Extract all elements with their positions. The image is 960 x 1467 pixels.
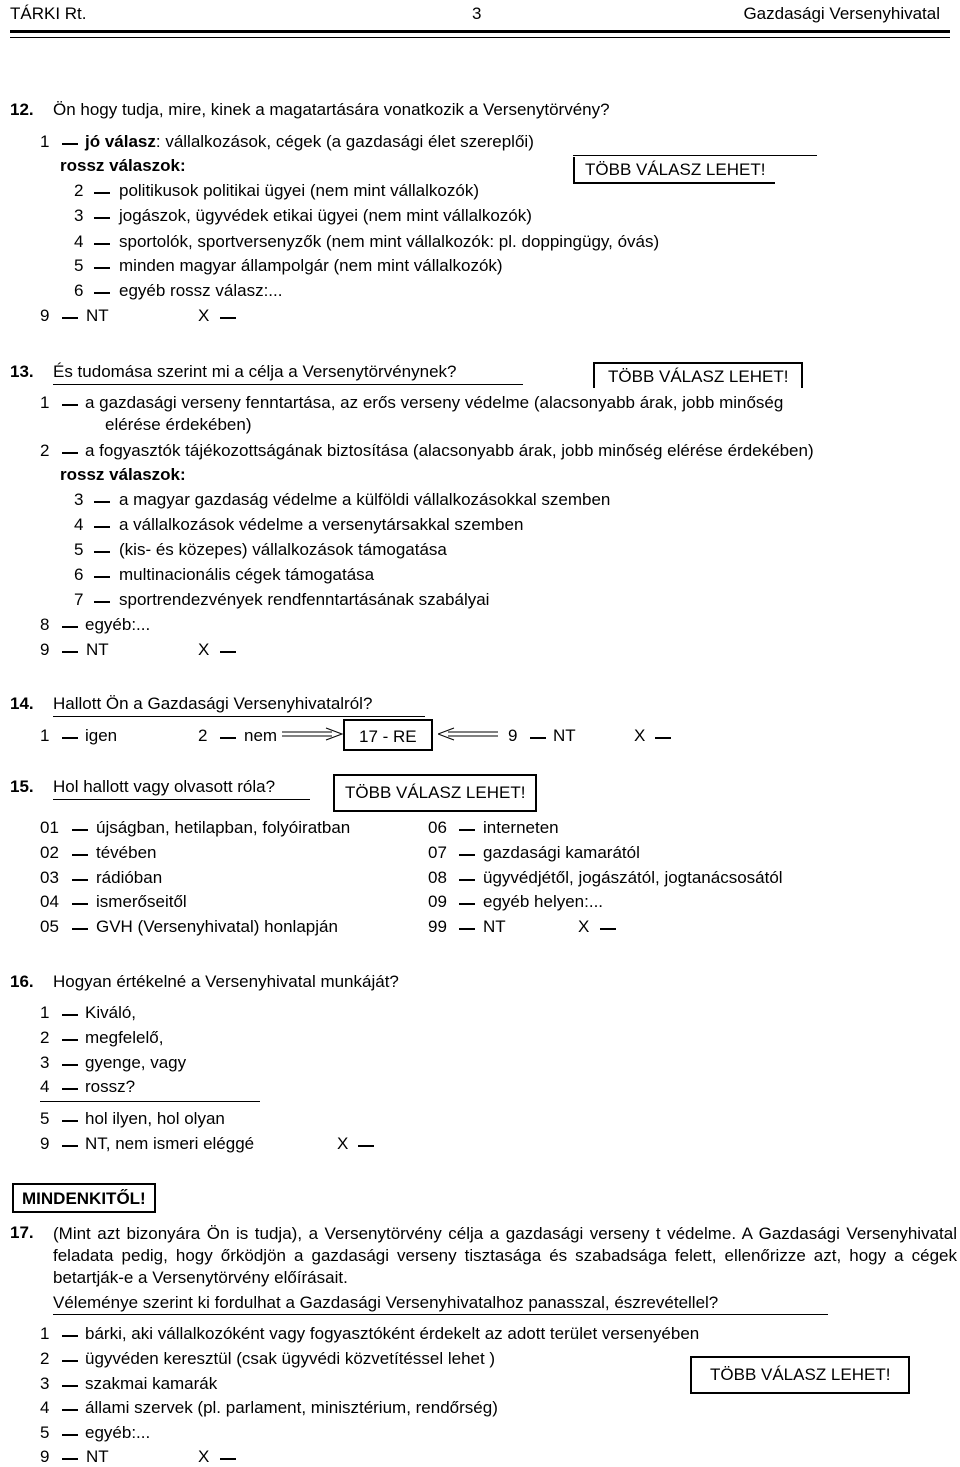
q12-dash-5 bbox=[94, 267, 110, 269]
q17-question-underline bbox=[53, 1314, 828, 1315]
q16-x: X bbox=[337, 1134, 349, 1153]
q12-option-1 bbox=[85, 132, 534, 152]
q17-multi-box: TÖBB VÁLASZ LEHET! bbox=[690, 1356, 910, 1394]
q15-option-08: ügyvédjétől, jogászától, jogtanácsosától bbox=[483, 868, 783, 887]
q14-number: 14. bbox=[10, 694, 34, 713]
q15-option-02: tévében bbox=[96, 843, 157, 862]
q13-question: És tudomása szerint mi a célja a Versenytörvénynek? bbox=[53, 362, 457, 381]
q12-dash-4 bbox=[94, 243, 110, 245]
q14-code-1: 1 bbox=[40, 726, 50, 745]
q13-option-1-cont: elérése érdekében) bbox=[105, 415, 252, 434]
q12-code-nt: 9 bbox=[40, 306, 50, 325]
q15-dash-05 bbox=[72, 928, 88, 930]
q15-option-05: GVH (Versenyhivatal) honlapján bbox=[96, 917, 338, 936]
q16-dash-1 bbox=[62, 1014, 78, 1016]
q17-code-2: 2 bbox=[40, 1349, 50, 1368]
q15-dash-08 bbox=[459, 879, 475, 881]
q12-dash-3 bbox=[94, 217, 110, 219]
q16-dash-x bbox=[358, 1145, 374, 1147]
q12-dash-1 bbox=[62, 143, 78, 145]
q13-option-2: a fogyasztók tájékozottságának biztosítása (alacsonyabb árak, jobb minőség elérése érdekében) bbox=[85, 441, 814, 460]
q15-code-05: 05 bbox=[40, 917, 59, 936]
q14-nt: NT bbox=[553, 726, 576, 745]
q15-code-01: 01 bbox=[40, 818, 59, 837]
q15-option-01: újságban, hetilapban, folyóiratban bbox=[96, 818, 351, 837]
q13-dash-7 bbox=[94, 601, 110, 603]
q13-code-5: 5 bbox=[74, 540, 84, 559]
q13-nt: NT bbox=[86, 640, 109, 659]
q12-question: Ön hogy tudja, mire, kinek a magatartására vonatkozik a Versenytörvény? bbox=[53, 100, 610, 119]
q14-dash-nt bbox=[530, 737, 546, 739]
header-rule-thin bbox=[10, 37, 950, 38]
q16-dash-4 bbox=[62, 1088, 78, 1090]
q16-option-5: hol ilyen, hol olyan bbox=[85, 1109, 225, 1128]
q13-multi-box: TÖBB VÁLASZ LEHET! bbox=[593, 362, 803, 388]
q17-x: X bbox=[198, 1447, 210, 1466]
q12-option-1-text: : vállalkozások, cégek (a gazdasági élet szereplői) bbox=[155, 132, 534, 151]
q12-dash-x bbox=[220, 317, 236, 319]
q12-number: 12. bbox=[10, 100, 34, 119]
q17-option-2: ügyvéden keresztül (csak ügyvédi közvetítéssel lehet ) bbox=[85, 1349, 496, 1368]
q13-option-1: a gazdasági verseny fenntartása, az erős verseny védelme (alacsonyabb árak, jobb minőség bbox=[85, 393, 784, 412]
q17-dash-x bbox=[220, 1458, 236, 1460]
q16-question: Hogyan értékelné a Versenyhivatal munkáját? bbox=[53, 972, 399, 991]
q13-dash-3 bbox=[94, 501, 110, 503]
q15-dash-07 bbox=[459, 854, 475, 856]
q16-dash-2 bbox=[62, 1039, 78, 1041]
q13-dash-5 bbox=[94, 551, 110, 553]
q12-code-5: 5 bbox=[74, 256, 84, 275]
q12-code-3: 3 bbox=[74, 206, 84, 225]
q12-wrong-heading: rossz válaszok: bbox=[60, 156, 186, 175]
q15-x: X bbox=[578, 917, 590, 936]
q15-option-07: gazdasági kamarától bbox=[483, 843, 640, 862]
q13-option-5: (kis- és közepes) vállalkozások támogatása bbox=[119, 540, 447, 559]
q15-dash-06 bbox=[459, 829, 475, 831]
q16-number: 16. bbox=[10, 972, 34, 991]
q13-x: X bbox=[198, 640, 210, 659]
q15-dash-x bbox=[600, 928, 616, 930]
q13-question-underline bbox=[53, 384, 523, 385]
q13-code-nt: 9 bbox=[40, 640, 50, 659]
q15-code-02: 02 bbox=[40, 843, 59, 862]
q15-dash-03 bbox=[72, 879, 88, 881]
q17-code-3: 3 bbox=[40, 1374, 50, 1393]
q15-code-07: 07 bbox=[428, 843, 447, 862]
q15-option-04: ismerőseitől bbox=[96, 892, 187, 911]
q15-code-06: 06 bbox=[428, 818, 447, 837]
q17-code-5: 5 bbox=[40, 1423, 50, 1442]
q17-option-3: szakmai kamarák bbox=[85, 1374, 218, 1393]
q16-code-4: 4 bbox=[40, 1077, 50, 1096]
q13-dash-8 bbox=[62, 626, 78, 628]
q15-question: Hol hallott vagy olvasott róla? bbox=[53, 777, 276, 796]
q13-code-8: 8 bbox=[40, 615, 50, 634]
q14-question: Hallott Ön a Gazdasági Versenyhivatalról? bbox=[53, 694, 373, 713]
q13-dash-nt bbox=[62, 651, 78, 653]
header-rule bbox=[10, 30, 950, 33]
q12-x: X bbox=[198, 306, 210, 325]
q15-code-99: 99 bbox=[428, 917, 447, 936]
q12-code-1: 1 bbox=[40, 132, 50, 151]
q16-dash-3 bbox=[62, 1064, 78, 1066]
q16-dash-5 bbox=[62, 1120, 78, 1122]
q14-dash-1 bbox=[62, 737, 78, 739]
q15-dash-99 bbox=[459, 928, 475, 930]
q15-option-09: egyéb helyen:... bbox=[483, 892, 604, 911]
q17-dash-5 bbox=[62, 1434, 78, 1436]
q16-option-1: Kiváló, bbox=[85, 1003, 137, 1022]
q13-dash-x bbox=[220, 651, 236, 653]
q12-option-3: jogászok, ügyvédek etikai ügyei (nem mint vállalkozók) bbox=[119, 206, 532, 225]
q15-code-08: 08 bbox=[428, 868, 447, 887]
q13-code-6: 6 bbox=[74, 565, 84, 584]
q17-code-1: 1 bbox=[40, 1324, 50, 1343]
q12-option-4: sportolók, sportversenyzők (nem mint vállalkozók: pl. doppingügy, óvás) bbox=[119, 232, 660, 251]
q17-code-4: 4 bbox=[40, 1398, 50, 1417]
page-number: 3 bbox=[472, 4, 482, 23]
q17-nt: NT bbox=[86, 1447, 109, 1466]
q15-dash-09 bbox=[459, 903, 475, 905]
arrow-right-icon bbox=[282, 727, 344, 747]
q14-code-nt: 9 bbox=[508, 726, 518, 745]
q17-dash-nt bbox=[62, 1458, 78, 1460]
q13-dash-1 bbox=[62, 404, 78, 406]
q17-dash-3 bbox=[62, 1385, 78, 1387]
q17-dash-2 bbox=[62, 1360, 78, 1362]
q13-option-7: sportrendezvények rendfenntartásának szabályai bbox=[119, 590, 490, 609]
header-right: Gazdasági Versenyhivatal bbox=[743, 4, 940, 23]
q16-option-3: gyenge, vagy bbox=[85, 1053, 187, 1072]
q17-option-5: egyéb:... bbox=[85, 1423, 151, 1442]
q12-option-6: egyéb rossz válasz:... bbox=[119, 281, 283, 300]
q12-dash-nt bbox=[62, 317, 78, 319]
q17-option-4: állami szervek (pl. parlament, minisztérium, rendőrség) bbox=[85, 1398, 498, 1417]
q17-code-nt: 9 bbox=[40, 1447, 50, 1466]
q15-code-03: 03 bbox=[40, 868, 59, 887]
q16-dash-nt bbox=[62, 1145, 78, 1147]
q16-option-2: megfelelő, bbox=[85, 1028, 164, 1047]
q13-option-8: egyéb:... bbox=[85, 615, 151, 634]
q15-multi-box: TÖBB VÁLASZ LEHET! bbox=[333, 774, 537, 812]
q14-option-1: igen bbox=[85, 726, 118, 745]
q15-dash-04 bbox=[72, 903, 88, 905]
q13-dash-4 bbox=[94, 526, 110, 528]
q14-x: X bbox=[634, 726, 646, 745]
q12-option-1-label: jó válasz bbox=[85, 132, 156, 151]
q13-dash-2 bbox=[62, 452, 78, 454]
q13-code-7: 7 bbox=[74, 590, 84, 609]
q16-code-1: 1 bbox=[40, 1003, 50, 1022]
q12-multi-box: TÖBB VÁLASZ LEHET! bbox=[573, 157, 775, 184]
q15-number: 15. bbox=[10, 777, 34, 796]
q12-option-5: minden magyar állampolgár (nem mint vállalkozók) bbox=[119, 256, 503, 275]
q12-code-2: 2 bbox=[74, 181, 84, 200]
q16-option-4: rossz? bbox=[85, 1077, 136, 1096]
q12-option-2: politikusok politikai ügyei (nem mint vállalkozók) bbox=[119, 181, 479, 200]
q17-dash-4 bbox=[62, 1409, 78, 1411]
q13-number: 13. bbox=[10, 362, 34, 381]
arrow-left-icon bbox=[438, 727, 500, 747]
q17-intro: (Mint azt bizonyára Ön is tudja), a Versenytörvény célja a gazdasági verseny t védelme. A Gazdasági Versenyhivatal feladata pedig, hogy őrködjön a gazdasági verseny tisztasága és szabadsága felett, ellenőrizze azt, hogy a cégek betartják-e a Versenytörvény előírásait. bbox=[53, 1224, 957, 1287]
q16-code-3: 3 bbox=[40, 1053, 50, 1072]
q12-multi-topline bbox=[573, 155, 817, 156]
q14-jump-box: 17 - RE bbox=[343, 719, 433, 751]
q15-code-04: 04 bbox=[40, 892, 59, 911]
q14-option-2: nem bbox=[244, 726, 278, 745]
q15-nt: NT bbox=[483, 917, 506, 936]
q12-code-6: 6 bbox=[74, 281, 84, 300]
q13-wrong-heading: rossz válaszok: bbox=[60, 465, 186, 484]
q12-nt: NT bbox=[86, 306, 109, 325]
header-left: TÁRKI Rt. bbox=[10, 4, 87, 23]
q17-number: 17. bbox=[10, 1223, 34, 1242]
q15-dash-01 bbox=[72, 829, 88, 831]
q15-question-underline bbox=[53, 799, 310, 800]
q13-option-3: a magyar gazdaság védelme a külföldi vállalkozásokkal szemben bbox=[119, 490, 611, 509]
q15-option-03: rádióban bbox=[96, 868, 163, 887]
q14-code-2: 2 bbox=[198, 726, 208, 745]
q16-code-5: 5 bbox=[40, 1109, 50, 1128]
q14-dash-x bbox=[655, 737, 671, 739]
everyone-box: MINDENKITŐL! bbox=[12, 1183, 156, 1213]
q12-code-4: 4 bbox=[74, 232, 84, 251]
q17-question: Véleménye szerint ki fordulhat a Gazdasági Versenyhivatalhoz panasszal, észrevétellel? bbox=[53, 1293, 719, 1312]
q13-code-3: 3 bbox=[74, 490, 84, 509]
q13-option-6: multinacionális cégek támogatása bbox=[119, 565, 375, 584]
q16-separator bbox=[40, 1101, 260, 1102]
q16-nt: NT, nem ismeri eléggé bbox=[85, 1134, 255, 1153]
q16-code-nt: 9 bbox=[40, 1134, 50, 1153]
q12-dash-6 bbox=[94, 292, 110, 294]
q15-dash-02 bbox=[72, 854, 88, 856]
q17-option-1: bárki, aki vállalkozóként vagy fogyasztóként érdekelt az adott terület versenyében bbox=[85, 1324, 700, 1343]
q13-dash-6 bbox=[94, 576, 110, 578]
q15-code-09: 09 bbox=[428, 892, 447, 911]
q17-dash-1 bbox=[62, 1335, 78, 1337]
q14-question-underline bbox=[53, 716, 425, 717]
q13-code-2: 2 bbox=[40, 441, 50, 460]
q13-option-4: a vállalkozások védelme a versenytársakkal szemben bbox=[119, 515, 524, 534]
q16-code-2: 2 bbox=[40, 1028, 50, 1047]
q13-code-1: 1 bbox=[40, 393, 50, 412]
q14-dash-2 bbox=[220, 737, 236, 739]
q12-dash-2 bbox=[94, 192, 110, 194]
q13-code-4: 4 bbox=[74, 515, 84, 534]
q15-option-06: interneten bbox=[483, 818, 559, 837]
